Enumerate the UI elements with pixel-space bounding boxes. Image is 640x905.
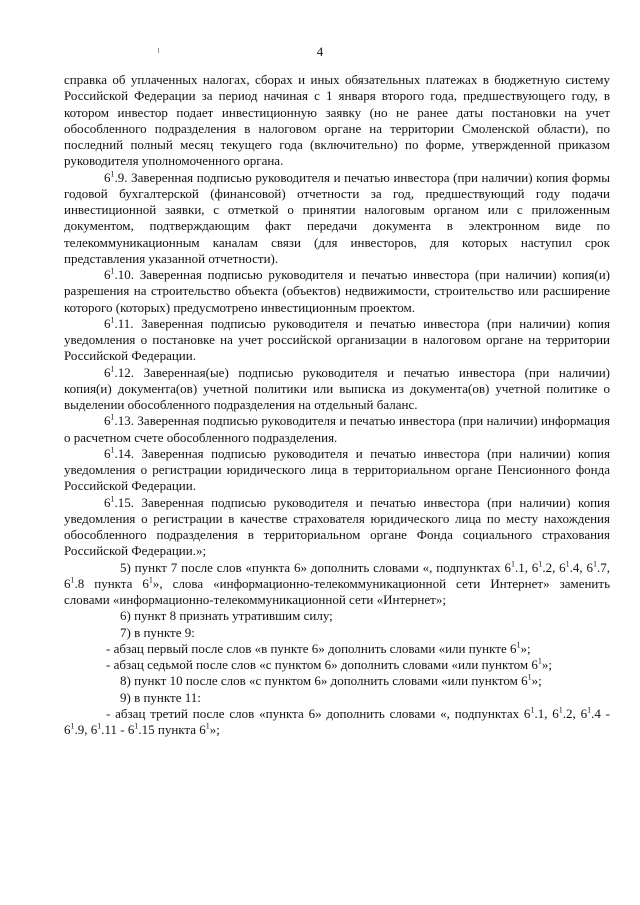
- item-9: 9) в пункте 11:: [120, 689, 201, 705]
- item-7-paragraph-1: - абзац первый после слов «в пункте 6» дополнить словами «или пункте $6^1$»;: [106, 640, 531, 656]
- paragraph-6-1-14: $6^1.14$. Заверенная подписью руководителя и печатью инвестора (при наличии) копия уведомления о регистрации юридического лица в территориальном органе Пенсионного фонда Российской Федерации.: [64, 445, 610, 494]
- item-8: 8) пункт 10 после слов «с пунктом 6» дополнить словами «или пунктом $6^1$»;: [120, 672, 542, 689]
- item-7-paragraph-7: - абзац седьмой после слов «с пунктом 6» дополнить словами «или пунктом $6^1$»;: [106, 656, 553, 672]
- document-body: [64, 72, 610, 738]
- paragraph-6-1-12: $6^1.12$. Заверенная(ые) подписью руководителя и печатью инвестора (при наличии) копия(и) документа(ов) учетной политики или выписка из документа(ов) учетной политике о выделении обособленного подразделения на отдельный баланс.: [64, 364, 610, 412]
- item-5: 5) пункт 7 после слов «пункта 6» дополнить словами «, подпунктах $6^1.1$, $6^1.2$, $6^1.4$, $6^1.7$, $6^1.8$ пункта $6^1$», слова «информационно-телекоммуникационной сети Интернет» заменить словами «информационно-телекоммуникационной сети «Интернет»;: [64, 559, 611, 607]
- paragraph-6-1-9: $6^1.9$. Заверенная подписью руководителя и печатью инвестора (при наличии) копия формы годовой бухгалтерской (финансовой) отчетности за год, предшествующий году подачи инвестиционной заявки, с отметкой о принятии налоговым органом или с приложенным документом, подтверждающим факт передачи документа в электронном виде по телекоммуникационным каналам связи (для инвесторов, для которых наступил срок представления указанной отчетности).: [64, 169, 610, 266]
- paragraph-6-1-15: $6^1.15$. Заверенная подписью руководителя и печатью инвестора (при наличии) копия уведомления о регистрации в качестве страхователя юридического лица по месту нахождения обособленного подразделения в территориальном органе Фонда социального страхования Российской Федерации.»;: [64, 494, 610, 559]
- paragraph-6-1-10: $6^1.10$. Заверенная подписью руководителя и печатью инвестора (при наличии) копия(и) разрешения на строительство объекта (объектов) недвижимости, строительство или расширение которого (которых) предусмотрено инвестиционным проектом.: [64, 266, 610, 315]
- scan-mark: [158, 48, 159, 53]
- paragraph-tax-certificate: справка об уплаченных налогах, сборах и иных обязательных платежах в бюджетную систему Российской Федерации за период начиная с 1 января второго года, предшествующего году, в котором инвестор подает инвестиционную заявку (но не ранее даты постановки на учет обособленного подразделения в налоговом органе на территории Смоленской области), по последний полный месяц текущего года (включительно) по форме, утвержденной приказом руководителя уполномоченного органа.: [64, 72, 610, 169]
- item-9-paragraph-3: - абзац третий после слов «пункта 6» дополнить словами «, подпунктах $6^1.1$, $6^1.2$, $6^1.4 - 6^1.9$, $6^1.11 - 6^1.15$ пункта $6^1$»;: [64, 705, 610, 737]
- paragraph-6-1-13: $6^1.13$. Заверенная подписью руководителя и печатью инвестора (при наличии) информация о расчетном счете обособленного подразделения.: [64, 412, 610, 445]
- page-number: 4: [316, 44, 324, 59]
- item-7: 7) в пункте 9:: [120, 624, 195, 640]
- item-6: 6) пункт 8 признать утратившим силу;: [120, 608, 333, 624]
- paragraph-6-1-11: $6^1.11$. Заверенная подписью руководителя и печатью инвестора (при наличии) копия уведомления о постановке на учет российской организации в налоговом органе на территории Российской Федерации.: [64, 315, 610, 364]
